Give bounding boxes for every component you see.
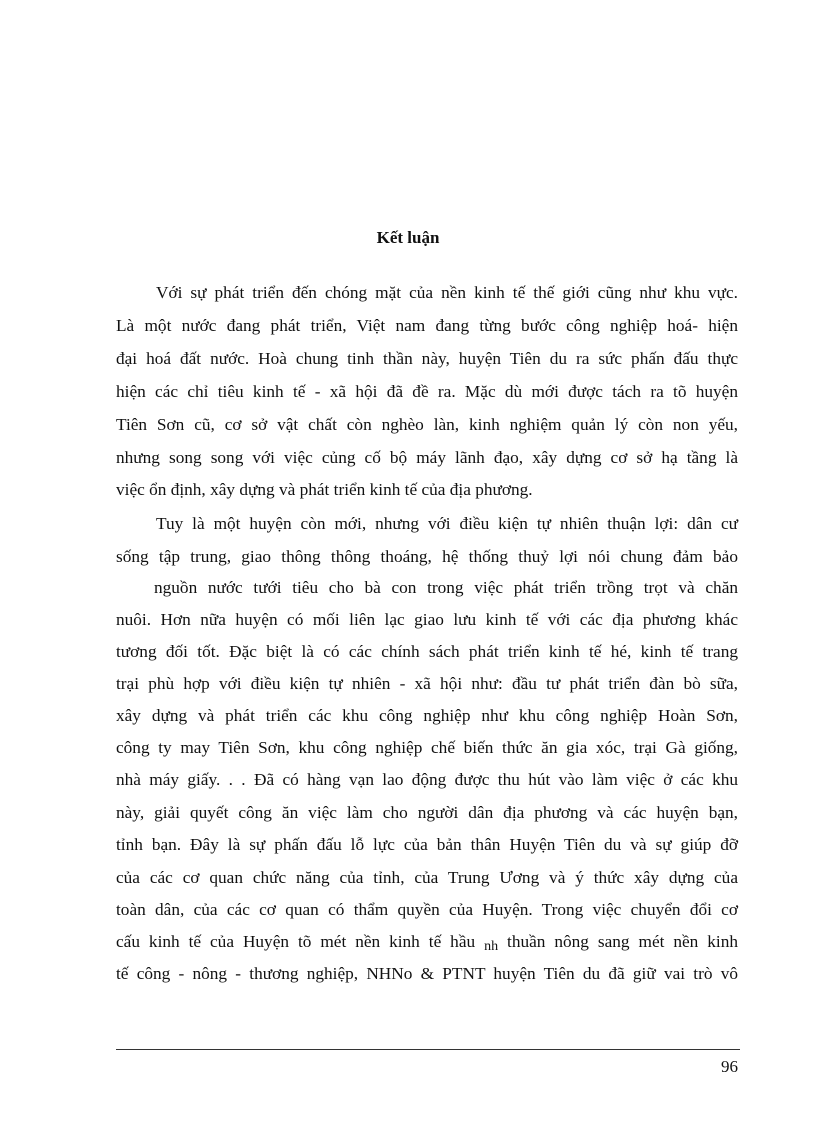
line-text: thuần nông sang mét nền kinh — [507, 932, 738, 951]
paragraph-line: nhưng song song với việc củng cố bộ máy lãnh đạo, xây dựng cơ sở hạ tầng là — [116, 448, 738, 467]
paragraph-line: xây dựng và phát triển các khu công nghiệp như khu công nghiệp Hoàn Sơn, — [116, 706, 738, 725]
paragraph-line: Tiên Sơn cũ, cơ sở vật chất còn nghèo làn, kinh nghiệm quản lý còn non yếu, — [116, 415, 738, 434]
paragraph-line — [116, 930, 738, 956]
paragraph-line: nguồn nước tưới tiêu cho bà con trong việc phát triển trồng trọt và chăn — [154, 578, 738, 597]
paragraph-line: này, giải quyết công ăn việc làm cho người dân địa phương và các huyện bạn, — [116, 803, 738, 822]
paragraph-line: Là một nước đang phát triển, Việt nam đang từng bước công nghiệp hoá- hiện — [116, 316, 738, 335]
page-title: Kết luận — [376, 228, 440, 247]
paragraph-line: tương đối tốt. Đặc biệt là có các chính sách phát triển kinh tế hé, kinh tế trang — [116, 642, 738, 661]
page-number: 96 — [721, 1057, 738, 1076]
paragraph-line: nhà máy giấy. . . Đã có hàng vạn lao động được thu hút vào làm việc ở các khu — [116, 770, 738, 789]
paragraph-line: đại hoá đất nước. Hoà chung tinh thần này, huyện Tiên du ra sức phấn đấu thực — [116, 349, 738, 368]
stray-text: nh — [484, 939, 499, 954]
paragraph-line: công ty may Tiên Sơn, khu công nghiệp chế biến thức ăn gia xóc, trại Gà giống, — [116, 738, 738, 757]
paragraph-line: nuôi. Hơn nữa huyện có mối liên lạc giao lưu kinh tế với các địa phương khác — [116, 610, 738, 629]
paragraph-line: việc ổn định, xây dựng và phát triển kinh tế của địa phương. — [116, 480, 533, 499]
paragraph-line: của các cơ quan chức năng của tỉnh, của Trung Ương và ý thức xây dựng của — [116, 868, 738, 887]
paragraph-line: Tuy là một huyện còn mới, nhưng với điều kiện tự nhiên thuận lợi: dân cư — [156, 514, 738, 533]
paragraph-line: tỉnh bạn. Đây là sự phấn đấu lỗ lực của bản thân Huyện Tiên du và sự giúp đỡ — [116, 835, 738, 854]
paragraph-line: trại phù hợp với điều kiện tự nhiên - xã hội như: đầu tư phát triển đàn bò sữa, — [116, 674, 738, 693]
paragraph-line: toàn dân, của các cơ quan có thẩm quyền của Huyện. Trong việc chuyển đổi cơ — [116, 900, 738, 919]
footer-divider — [116, 1049, 740, 1050]
paragraph-line: hiện các chỉ tiêu kinh tế - xã hội đã đề ra. Mặc dù mới được tách ra tõ huyện — [116, 382, 738, 401]
line-text: cấu kinh tế của Huyện tõ mét nền kinh tế hầu — [116, 932, 476, 951]
paragraph-line: sống tập trung, giao thông thông thoáng, hệ thống thuỷ lợi nói chung đảm bảo — [116, 547, 738, 566]
paragraph-line: tế công - nông - thương nghiệp, NHNo & PTNT huyện Tiên du đã giữ vai trò vô — [116, 964, 738, 983]
paragraph-line: Với sự phát triển đến chóng mặt của nền kinh tế thế giới cũng như khu vực. — [156, 283, 738, 302]
